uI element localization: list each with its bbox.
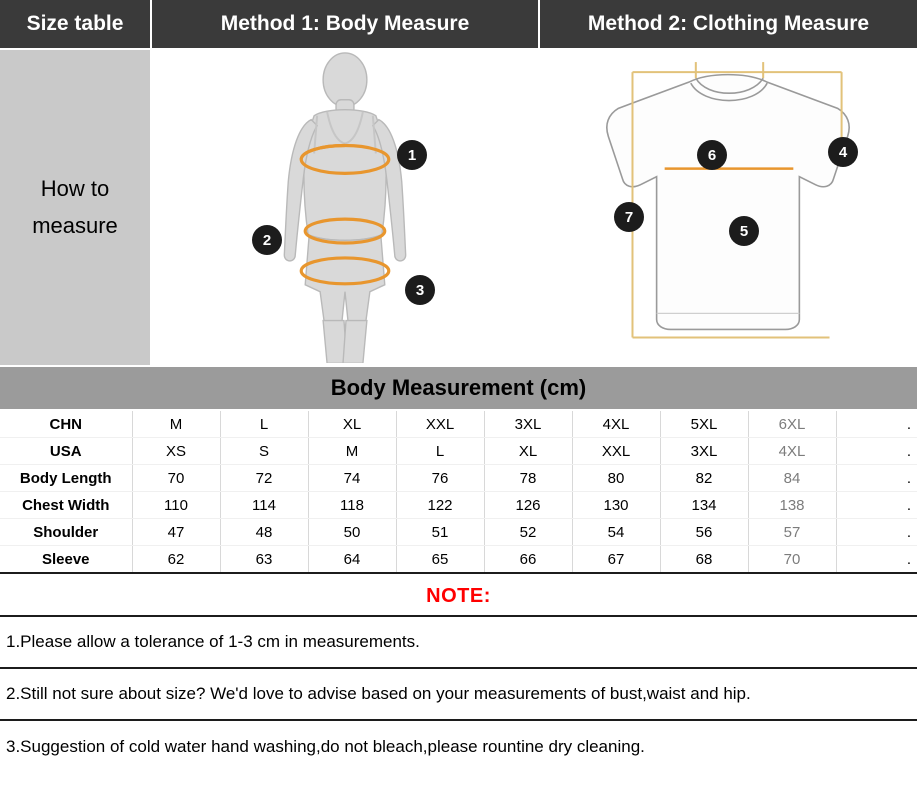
row-label-usa: USA: [0, 438, 132, 465]
note-header: [0, 577, 917, 617]
cell-chn-1: M: [132, 411, 220, 438]
cell-chn-3: XL: [308, 411, 396, 438]
table-row: [0, 492, 917, 519]
badge-body-2: 2: [252, 225, 282, 255]
how-to-measure-line-1: How to: [40, 176, 110, 202]
cell-usa-6: XXL: [572, 438, 660, 465]
cell-chest-width-2: 114: [220, 492, 308, 519]
cell-shoulder-4: 51: [396, 519, 484, 546]
size-table: [0, 411, 917, 572]
cell-shoulder-5: 52: [484, 519, 572, 546]
note-item-3: 3.Suggestion of cold water hand washing,do not bleach,please rountine dry cleaning.: [6, 737, 645, 756]
cell-body-length-8: 84: [748, 465, 836, 492]
table-row: [0, 519, 917, 546]
badge-body-3: 3: [405, 275, 435, 305]
cell-body-length-2: 72: [220, 465, 308, 492]
cell-chest-width-4: 122: [396, 492, 484, 519]
cell-sleeve-8: 70: [748, 546, 836, 573]
illustration-band: [0, 50, 917, 367]
cell-usa-4: L: [396, 438, 484, 465]
how-to-measure-line-2: measure: [32, 212, 118, 238]
cell-sleeve-4: 65: [396, 546, 484, 573]
cell-usa-5: XL: [484, 438, 572, 465]
body-measure-illustration: [152, 50, 540, 365]
tshirt-figure-svg: [540, 50, 917, 367]
cell-body-length-4: 76: [396, 465, 484, 492]
cell-usa-3: M: [308, 438, 396, 465]
badge-clothing-6: 6: [697, 140, 727, 170]
how-to-measure-cell: [0, 50, 152, 365]
cell-body-length-9: .: [836, 465, 917, 492]
cell-body-length-3: 74: [308, 465, 396, 492]
table-row: [0, 465, 917, 492]
cell-chn-7: 5XL: [660, 411, 748, 438]
cell-shoulder-8: 57: [748, 519, 836, 546]
badge-clothing-5: 5: [729, 216, 759, 246]
cell-chn-2: L: [220, 411, 308, 438]
cell-body-length-7: 82: [660, 465, 748, 492]
cell-body-length-6: 80: [572, 465, 660, 492]
cell-body-length-1: 70: [132, 465, 220, 492]
row-label-body-length: Body Length: [0, 465, 132, 492]
cell-sleeve-6: 67: [572, 546, 660, 573]
cell-chest-width-1: 110: [132, 492, 220, 519]
note-item-1: 1.Please allow a tolerance of 1-3 cm in measurements.: [0, 617, 917, 669]
row-label-sleeve: Sleeve: [0, 546, 132, 573]
header-size-table: Size table: [0, 0, 152, 48]
badge-clothing-7: 7: [614, 202, 644, 232]
row-label-chn: CHN: [0, 411, 132, 438]
cell-sleeve-3: 64: [308, 546, 396, 573]
cell-usa-1: XS: [132, 438, 220, 465]
table-row: [0, 411, 917, 438]
cell-usa-9: .: [836, 438, 917, 465]
clothing-measure-illustration: [540, 50, 917, 365]
note-item-2: 2.Still not sure about size? We'd love to advise based on your measurements of bust,waist and hip.: [0, 669, 917, 721]
cell-shoulder-9: .: [836, 519, 917, 546]
header-method-1: Method 1: Body Measure: [152, 0, 540, 48]
chart-header-row: [0, 0, 917, 50]
table-row: [0, 546, 917, 573]
cell-chn-4: XXL: [396, 411, 484, 438]
cell-chest-width-5: 126: [484, 492, 572, 519]
cell-chest-width-6: 130: [572, 492, 660, 519]
row-label-chest-width: Chest Width: [0, 492, 132, 519]
cell-sleeve-9: .: [906, 550, 911, 568]
body-figure-svg: [152, 50, 538, 363]
row-label-shoulder: Shoulder: [0, 519, 132, 546]
cell-chest-width-8: 138: [748, 492, 836, 519]
cell-usa-2: S: [220, 438, 308, 465]
cell-usa-8: 4XL: [748, 438, 836, 465]
cell-chn-5: 3XL: [484, 411, 572, 438]
cell-shoulder-7: 56: [660, 519, 748, 546]
cell-sleeve-1: 62: [132, 546, 220, 573]
badge-body-1: 1: [397, 140, 427, 170]
cell-sleeve-7: 68: [660, 546, 748, 573]
cell-chest-width-3: 118: [308, 492, 396, 519]
table-row: [0, 438, 917, 465]
cell-chest-width-7: 134: [660, 492, 748, 519]
cell-usa-7: 3XL: [660, 438, 748, 465]
cell-shoulder-3: 50: [308, 519, 396, 546]
cell-chn-8: 6XL: [748, 411, 836, 438]
body-measurement-title: Body Measurement (cm): [0, 367, 917, 411]
cell-sleeve-2: 63: [220, 546, 308, 573]
cell-sleeve-5: 66: [484, 546, 572, 573]
header-method-2: Method 2: Clothing Measure: [540, 0, 917, 48]
cell-chest-width-9: .: [836, 492, 917, 519]
note-label: NOTE:: [426, 584, 491, 607]
cell-shoulder-1: 47: [132, 519, 220, 546]
cell-chn-9: .: [836, 411, 917, 438]
cell-chn-6: 4XL: [572, 411, 660, 438]
cell-body-length-5: 78: [484, 465, 572, 492]
cell-shoulder-6: 54: [572, 519, 660, 546]
cell-shoulder-2: 48: [220, 519, 308, 546]
badge-clothing-4: 4: [828, 137, 858, 167]
